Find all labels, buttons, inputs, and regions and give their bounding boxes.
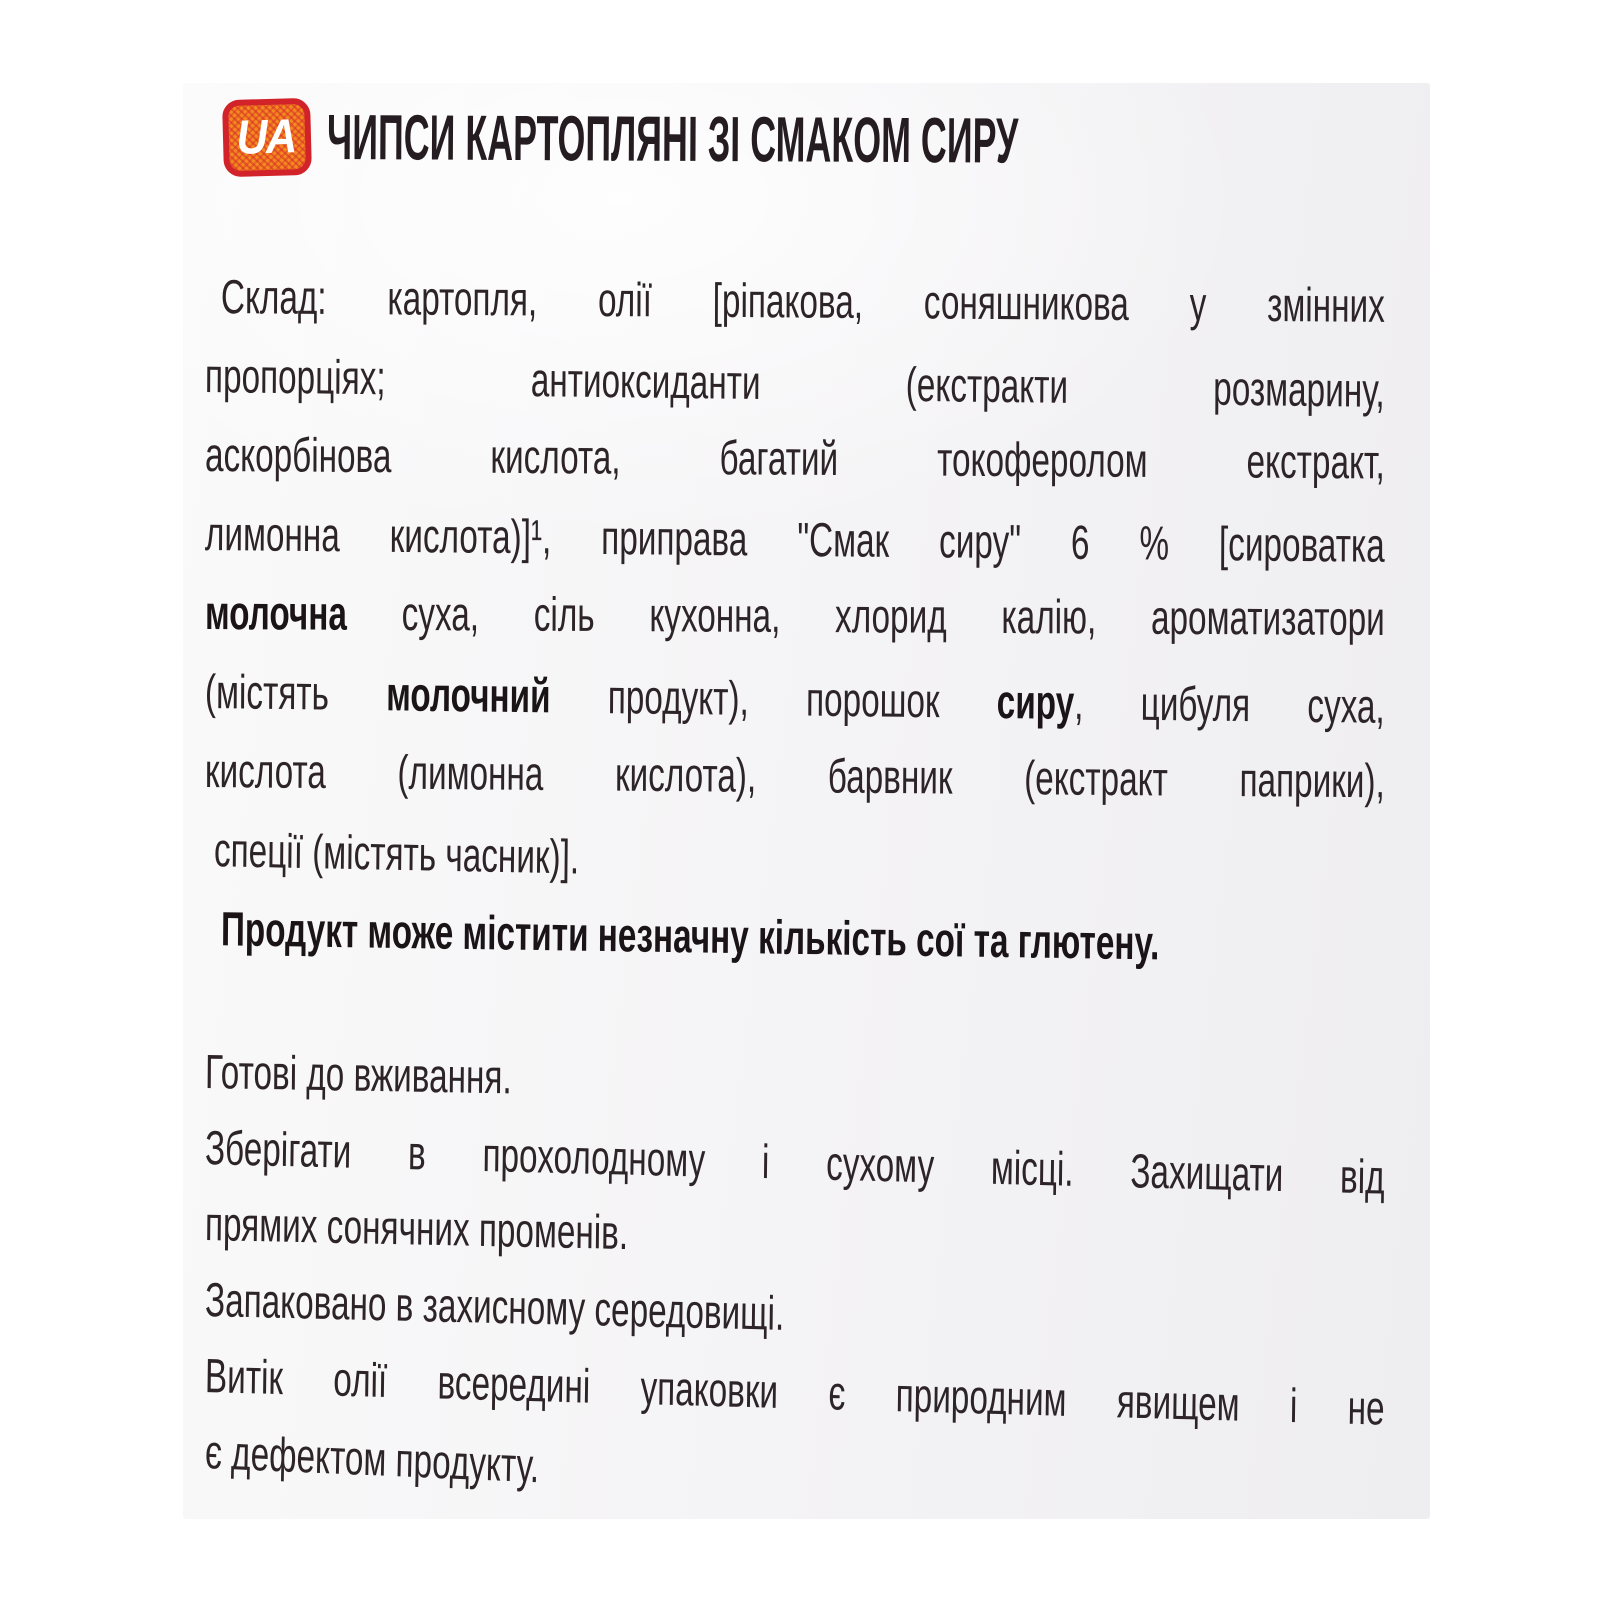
emphasized-text: Продукт може містити незначну кількість сої та глютену.	[220, 903, 1160, 971]
ua-badge-label: UA	[235, 109, 296, 165]
ingredients-section	[205, 258, 1385, 969]
text-segment: , цибуля суха,	[1074, 676, 1385, 734]
text-segment: (містять	[204, 666, 387, 722]
text-segment: лимонна кислота)]¹, приправа "Смак сиру" 6 % [сироватка	[204, 508, 1385, 573]
text-segment: суха, сіль кухонна, хлорид калію, ароматизатори	[346, 587, 1385, 646]
label-header	[223, 97, 1561, 177]
text-segment: є дефектом продукту.	[204, 1426, 540, 1494]
package-label	[183, 83, 1430, 1519]
text-segment: спеції (містять часник)].	[213, 824, 580, 885]
product-title: ЧИПСИ КАРТОПЛЯНІ ЗІ СМАКОМ СИРУ	[326, 101, 1019, 177]
text-segment: пропорціях; антиоксиданти (екстракти розмарину,	[204, 350, 1385, 418]
emphasized-text: молочна	[204, 587, 348, 641]
emphasized-text: сиру	[996, 675, 1075, 730]
storage-section	[204, 1035, 1385, 1494]
text-segment: Зберігати в прохолодному і сухому місці. Захищати від	[204, 1122, 1385, 1205]
ingredient-line	[205, 416, 1385, 502]
text-segment: Склад: картопля, олії [ріпакова, соняшникова у змінних	[220, 271, 1385, 333]
emphasized-text: молочний	[386, 668, 551, 724]
storage-lines	[204, 1035, 1385, 1494]
ua-language-badge	[222, 97, 312, 176]
text-segment: кислота (лимонна кислота), барвник (екстракт паприки),	[204, 745, 1385, 809]
ingredient-line	[205, 258, 1385, 346]
ingredient-line	[205, 732, 1385, 821]
text-segment: Готові до вживання.	[204, 1046, 512, 1105]
allergen-warning-line	[205, 890, 1385, 987]
ingredient-line	[205, 574, 1385, 659]
ingredients-lines	[205, 258, 1385, 969]
text-segment: Запаковано в захисному середовищі.	[204, 1274, 785, 1341]
text-segment: продукт), порошок	[550, 670, 997, 729]
ingredient-line	[205, 495, 1385, 586]
text-segment: Витік олії всередині упаковки є природним явищем і не	[204, 1350, 1385, 1436]
text-segment: прямих сонячних променів.	[204, 1198, 629, 1261]
text-segment: аскорбінова кислота, багатий токоферолом екстракт,	[204, 429, 1385, 490]
